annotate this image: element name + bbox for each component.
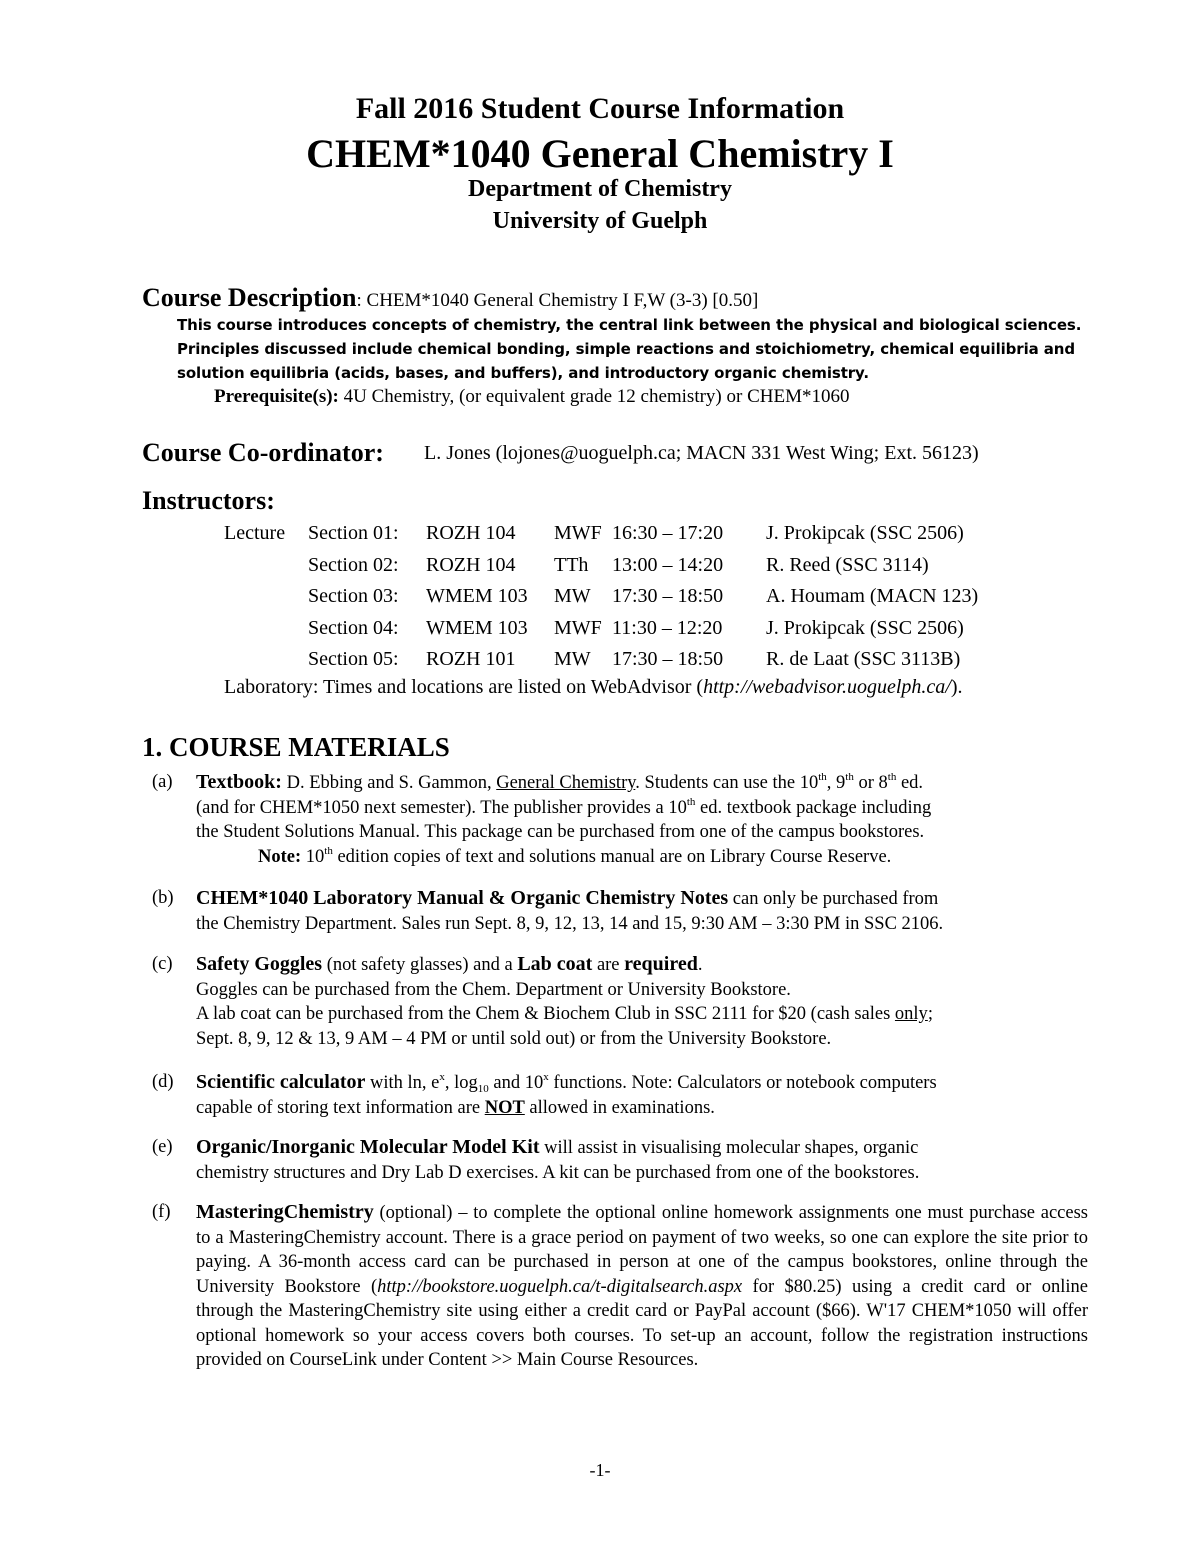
laboratory-text: Times and locations are listed on WebAdvisor ( xyxy=(318,676,704,698)
section-cell: Section 04: xyxy=(308,616,399,639)
laboratory-line xyxy=(224,676,963,699)
instructor-cell: R. Reed (SSC 3114) xyxy=(766,553,929,576)
time-cell: 17:30 – 18:50 xyxy=(612,585,724,608)
course-description-line xyxy=(142,283,758,313)
room-cell: WMEM 103 xyxy=(426,585,528,608)
page-number: -1- xyxy=(589,1460,611,1480)
time-cell: 11:30 – 12:20 xyxy=(612,616,723,639)
item-letter: (a) xyxy=(152,772,173,792)
calculator-label: Scientific calculator xyxy=(196,1071,366,1093)
item-letter: (d) xyxy=(152,1072,174,1092)
goggles-label: Safety Goggles xyxy=(196,953,323,975)
prerequisite-value: 4U Chemistry, (or equivalent grade 12 chemistry) or CHEM*1060 xyxy=(338,386,850,407)
course-description-value: CHEM*1040 General Chemistry I F,W (3-3) [0.50] xyxy=(361,290,759,311)
section-heading-course-materials: 1. COURSE MATERIALS xyxy=(142,732,450,762)
coordinator-line xyxy=(142,438,384,468)
university-heading: University of Guelph xyxy=(492,208,708,234)
prerequisite-label: Prerequisite(s): xyxy=(214,386,339,407)
description-line-2: Principles discussed include chemical bonding, simple reactions and stoichiometry, chemical equilibria and xyxy=(177,340,1076,358)
table-row xyxy=(224,518,978,550)
section-cell: Section 03: xyxy=(308,585,399,608)
laboratory-label: Laboratory: xyxy=(224,676,319,698)
prerequisite-line xyxy=(214,386,849,408)
days-cell: MW xyxy=(554,585,591,608)
item-letter: (e) xyxy=(152,1137,173,1157)
department-heading: Department of Chemistry xyxy=(468,176,732,202)
lab-manual-label: CHEM*1040 Laboratory Manual & Organic Chemistry Notes xyxy=(196,887,729,909)
time-cell: 16:30 – 17:20 xyxy=(612,522,724,545)
coordinator-label: Course Co-ordinator: xyxy=(142,438,384,467)
time-cell: 17:30 – 18:50 xyxy=(612,648,724,671)
coordinator-value: L. Jones (lojones@uoguelph.ca; MACN 331 West Wing; Ext. 56123) xyxy=(424,442,979,464)
laboratory-end: ). xyxy=(950,676,963,698)
note-label: Note: xyxy=(258,846,302,867)
lab-coat-label: Lab coat xyxy=(517,953,593,975)
lecture-schedule xyxy=(224,518,978,676)
section-cell: Section 05: xyxy=(308,648,399,671)
term-heading: Fall 2016 Student Course Information xyxy=(355,92,845,125)
textbook-label: Textbook: xyxy=(196,771,282,793)
table-row xyxy=(224,644,978,676)
item-letter: (c) xyxy=(152,954,173,974)
not-label: NOT xyxy=(484,1097,525,1118)
course-description-label: Course Description xyxy=(142,283,357,312)
days-cell: MWF xyxy=(554,616,602,639)
section-cell: Section 01: xyxy=(308,522,399,545)
instructor-cell: J. Prokipcak (SSC 2506) xyxy=(766,616,964,639)
required-label: required xyxy=(624,953,698,975)
course-title: CHEM*1040 General Chemistry I xyxy=(306,131,894,176)
textbook-title: General Chemistry xyxy=(496,773,636,793)
section-cell: Section 02: xyxy=(308,553,399,576)
instructors-label: Instructors: xyxy=(142,486,275,515)
room-cell: ROZH 104 xyxy=(426,553,516,576)
days-cell: MW xyxy=(554,648,591,671)
document-page: Fall 2016 Student Course Information CHEM*1040 General Chemistry I Department of Chemistry University of Guelph Course Description: CHEM*1040 General Chemistry I F,W (3-3) [0.50] This course introduces concepts of chemistry, the central link between the physical and biological sciences. Principles discussed include chemical bonding, simple reactions and stoichiometry, chemical equilibria and solution equilibria (acids, bases, and buffers), and introductory organic chemistry. Prerequisite(s): 4U Chemistry, (or equivalent grade 12 chemistry) or CHEM*1060 Course Co-ordinator: L. Jones (lojones@uoguelph.ca; MACN 331 West Wing; Ext. 56123) Instructors: Lecture Section 01: ROZH 104 MWF 16:30 – 17:20 J. Prokipcak (SSC 2506) Section 02: ROZH 104 TTh 13:00 – 14:20 R. Reed (SSC 3114) Section 03: WMEM 103 MW 17:30 – 18:50 A. Houmam (MACN 123) Section 04: WMEM 103 MWF 11:30 – 12:20 J. Prokipcak (SSC 2506) Section 05: ROZH 101 MW 17:30 – 18:50 R. de Laat (SSC 3113B) Laboratory: Times and locations are listed on WebAdvisor (http://webadvisor.uoguelph.ca/). 1. COURSE MATERIALS (a) Textbook: D. Ebbing and S. Gammon, General Chemistry. Students can use the 10th, 9th or 8th ed. (and for CHEM*1050 next semester). The publisher provides a 10th ed. textbook package including the Student Solutions Manual. This package can be purchased from one of the campus bookstores. Note: 10th edition copies of text and solutions manual are on Library Course Reserve. (b) CHEM*1040 Laboratory Manual & Organic Chemistry Notes can only be purchased from the Chemistry Department. Sales run Sept. 8, 9, 12, 13, 14 and 15, 9:30 AM – 3:30 PM in SSC 2106. (c) Safety Goggles (not safety glasses) and a Lab coat are required. Goggles can be purchased from the Chem. Department or University Bookstore. A lab coat can be purchased from the Chem & Biochem Club in SSC 2111 for $20 (cash sales only; Sept. 8, 9, 12 & 13, 9 AM – 4 PM or until sold out) or from the University Bookstore. (d) Scientific calculator with ln, $e^x$, $\log_{10}$ and 10$^x$ functions. Note: Calculators or notebook computers capable of storing text information are NOT allowed in examinations. (e) Organic/Inorganic Molecular Model Kit will assist in visualising molecular shapes, organic chemistry structures and Dry Lab D exercises. A kit can be purchased from one of the bookstores. (f) MasteringChemistry (optional) – to complete the optional online homework assignments one must purchase access to a MasteringChemistry account. There is a grace period on payment of two weeks, so one can explore the site prior to paying. A 36-month access card can be purchased in person at one of the campus bookstores, online through the University Bookstore (http://bookstore.uoguelph.ca/t-digitalsearch.aspx for $80.25) using a credit card or online through the MasteringChemistry site using either a credit card or PayPal account ($66). W'17 CHEM*1050 will offer optional homework so your access covers both courses. To set-up an account, follow the registration instructions provided on CourseLink under Content >> Main Course Resources. -1- xyxy=(0,0,1200,1553)
description-line-1: This course introduces concepts of chemistry, the central link between the physical and biological sciences. xyxy=(177,316,1082,334)
table-row xyxy=(224,613,978,645)
room-cell: WMEM 103 xyxy=(426,616,528,639)
bookstore-link[interactable]: http://bookstore.uoguelph.ca/t-digitalsearch.aspx xyxy=(377,1276,743,1297)
description-line-3: solution equilibria (acids, bases, and buffers), and introductory organic chemistry. xyxy=(177,364,869,382)
time-cell: 13:00 – 14:20 xyxy=(612,553,724,576)
instructor-cell: R. de Laat (SSC 3113B) xyxy=(766,648,961,671)
webadvisor-link[interactable]: http://webadvisor.uoguelph.ca/ xyxy=(703,676,951,698)
lecture-label: Lecture xyxy=(224,522,286,545)
table-row xyxy=(224,581,978,613)
table-row xyxy=(224,550,978,582)
item-letter: (b) xyxy=(152,888,174,908)
item-letter: (f) xyxy=(152,1202,171,1222)
instructor-cell: A. Houmam (MACN 123) xyxy=(766,585,979,608)
mastering-chemistry-label: MasteringChemistry xyxy=(196,1201,374,1223)
course-description-colon: : xyxy=(356,290,362,311)
room-cell: ROZH 104 xyxy=(426,522,516,545)
days-cell: MWF xyxy=(554,522,602,545)
days-cell: TTh xyxy=(554,553,589,576)
model-kit-label: Organic/Inorganic Molecular Model Kit xyxy=(196,1136,540,1158)
instructor-cell: J. Prokipcak (SSC 2506) xyxy=(766,522,964,545)
room-cell: ROZH 101 xyxy=(426,648,516,671)
